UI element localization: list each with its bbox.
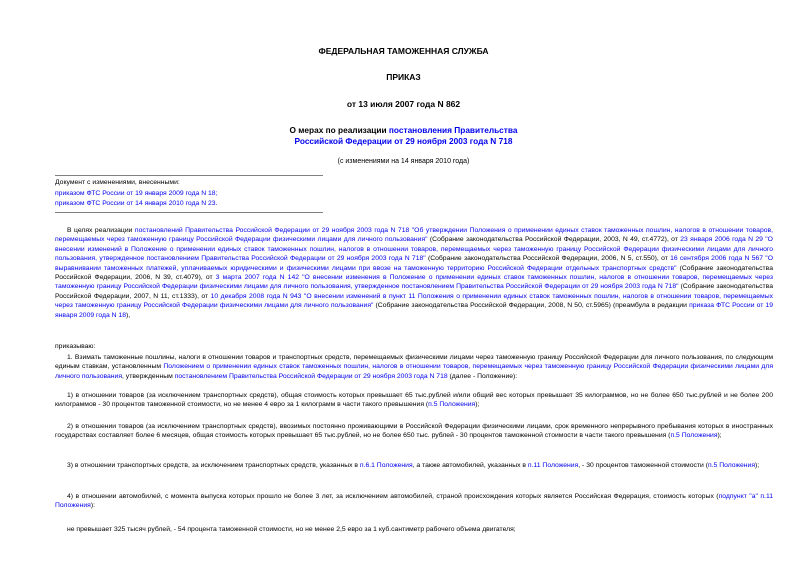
amendments-box — [55, 178, 323, 210]
preamble-link-29[interactable]: 23 января 2006 года N 29 "О внесении изменений в Положение о применении единых ставок таможенных пошлин, налогов в отношении товаров, перемещаемых через таможенную границу Российской Федерации физическими лицами для личного пользования, утвержденное постановлением Правительства Российской Федерации от 29 ноября 2003 года N 718" — [55, 236, 773, 263]
amendments-heading: Документ с изменениями, внесенными: — [55, 179, 180, 186]
item-1-paragraph — [55, 353, 773, 381]
subitem-4-link[interactable]: подпункт "а" п.11 Положения — [55, 493, 774, 510]
subitem-3-text: ); — [755, 462, 760, 469]
preamble-link-142[interactable]: 3 марта 2007 года N 142 "О внесении изменения в Положение о применении единых ставок таможенных пошлин, налогов в отношении товаров, перемещаемых через таможенную границу Российской Федерации физическими лицами для личного пользования, утвержденное постановлением Правительства Российской Федерации от 29 ноября 2003 года N 718" — [55, 274, 773, 291]
preamble-link-943[interactable]: 10 декабря 2008 года N 943 "О внесении изменений в пункт 11 Положения о применении единых ставок таможенных пошлин, налогов в отношении товаров, перемещаемых через таможенную границу Российской Федерации физическими лицами для личного пользования" — [55, 292, 773, 310]
preamble-link-567[interactable]: 16 сентября 2006 года N 567 "О выравнивании таможенных платежей, уплачиваемых юридическими и физическими лицами при ввозе на таможенную территорию Российской Федерации отдельных транспортных средств" — [55, 255, 773, 272]
item-1-link-resolution[interactable]: постановлением Правительства Российской Федерации от 29 ноября 2003 года N 718 — [174, 372, 448, 380]
subitem-3-text: , а также автомобилей, указанных в — [412, 462, 528, 469]
subitem-2-text: ); — [717, 432, 722, 440]
preamble-link-order-18[interactable]: приказа ФТС России от 19 января 2009 года N 18 — [55, 302, 773, 319]
title-link-resolution[interactable]: постановления Правительства — [388, 125, 518, 135]
subitem-4a-paragraph: не превышает 325 тысяч рублей, - 54 процента таможенной стоимости, но не менее 2,5 евро за 1 куб.сантиметр рабочего объема двигателя; — [67, 526, 516, 533]
amendment-link-2[interactable]: приказом ФТС России от 14 января 2010 года N 23. — [55, 200, 218, 207]
subitem-4-text: ): — [90, 502, 95, 510]
preamble-text: (Собрание законодательства Российской Федерации, 2006, N 39, ст.4079), от — [55, 264, 773, 282]
preamble-text: (Собрание законодательства Российской Федерации, 2006, N 5, ст.550), от — [425, 255, 671, 263]
subitem-3-text: 3) в отношении транспортных средств, за исключением транспортных средств, указанных в — [67, 462, 360, 469]
subitem-4-text: 4) в отношении автомобилей, с момента выпуска которых прошло не более 3 лет, за исключением автомобилей, страной происхождения которых является Российская Федерация, стоимость которых ( — [67, 493, 719, 500]
preamble-text: (Собрание законодательства Российской Федерации, 2007, N 11, ст.1333), от — [55, 283, 773, 300]
preamble-text: (Собрание законодательства Российской Федерации, 2003, N 49, ст.4772), от — [427, 236, 681, 244]
preamble-paragraph — [55, 226, 773, 320]
item-1-link-regulation[interactable]: Положением о применении единых ставок таможенных пошлин, налогов в отношении товаров, перемещаемых через таможенную границу Российской Федерации физическими лицами для личного пользования — [55, 363, 774, 380]
title-text: О мерах по реализации — [289, 125, 389, 135]
item-1-text: 1. Взимать таможенные пошлины, налоги в отношении товаров и транспортных средств, перемещаемых физическими лицами через таможенную границу Российской Федерации для личного пользования, по следующим единым ставкам, установленным — [55, 354, 773, 371]
subitem-1-text: ); — [475, 401, 480, 409]
item-1-text: , утвержденным — [122, 372, 175, 380]
box-bottom-rule — [55, 212, 323, 213]
amendment-link-1[interactable]: приказом ФТС России от 19 января 2009 года N 18; — [55, 189, 218, 197]
title-link-resolution-date[interactable]: Российской Федерации от 29 ноября 2003 года N 718 — [294, 136, 513, 146]
preamble-link-718[interactable]: постановлений Правительства Российской Федерации от 29 ноября 2003 года N 718 "Об утверждении Положения о применении единых ставок таможенных пошлин, налогов в отношении товаров, перемещаемых через таможенную границу Российской Федерации физическими лицами для личного пользования" — [55, 227, 774, 244]
doc-type-heading: ПРИКАЗ — [386, 72, 421, 82]
amended-note: (с изменениями на 14 января 2010 года) — [337, 158, 470, 165]
subitem-3-link-5[interactable]: п.5 Положения — [707, 462, 756, 469]
subitem-1-paragraph — [55, 391, 773, 410]
document-title — [0, 125, 807, 147]
subitem-2-text: 2) в отношении товаров (за исключением транспортных средств), ввозимых постоянно проживающими в Российской Федерации физическими лицами, срок временного непрерывного пребывания которых в иностранных государствах составляет более 6 месяцев, общая стоимость которых превышает 65 тыс.рублей, но не более 650 тыс. рублей - 30 процентов таможенной стоимости в части такого превышения ( — [55, 423, 773, 440]
preamble-text: ), — [125, 311, 131, 319]
subitem-3-text: , - 30 процентов таможенной стоимости ( — [578, 462, 708, 469]
subitem-3-link-11[interactable]: п.11 Положения — [527, 462, 579, 469]
subitem-2-paragraph — [55, 422, 773, 441]
item-1-text: (далее - Положение): — [447, 372, 518, 380]
preamble-text: В целях реализации — [67, 227, 135, 234]
date-number-heading: от 13 июля 2007 года N 862 — [346, 99, 461, 109]
subitem-1-text: 1) в отношении товаров (за исключением транспортных средств), общая стоимость которых превышает 65 тыс.рублей и/или общий вес которых превышает 35 килограммов, но не более 650 тыс.рублей и не более 200 килограммов - 30 процентов таможенной стоимости, но не менее 4 евро за 1 килограмм в части такого превышения ( — [55, 392, 773, 409]
subitem-3-paragraph — [55, 461, 773, 470]
orders-label: приказываю: — [55, 343, 96, 350]
subitem-2-link[interactable]: п.5 Положения — [670, 432, 718, 440]
agency-heading: ФЕДЕРАЛЬНАЯ ТАМОЖЕННАЯ СЛУЖБА — [318, 46, 489, 56]
subitem-1-link[interactable]: п.5 Положения — [428, 401, 476, 409]
subitem-3-link-6-1[interactable]: п.6.1 Положения — [359, 462, 413, 469]
subitem-4-paragraph — [55, 492, 773, 511]
preamble-text: (Собрание законодательства Российской Федерации, 2008, N 50, ст.5965) (преамбула в редакции — [373, 302, 690, 310]
box-top-rule — [55, 175, 323, 176]
